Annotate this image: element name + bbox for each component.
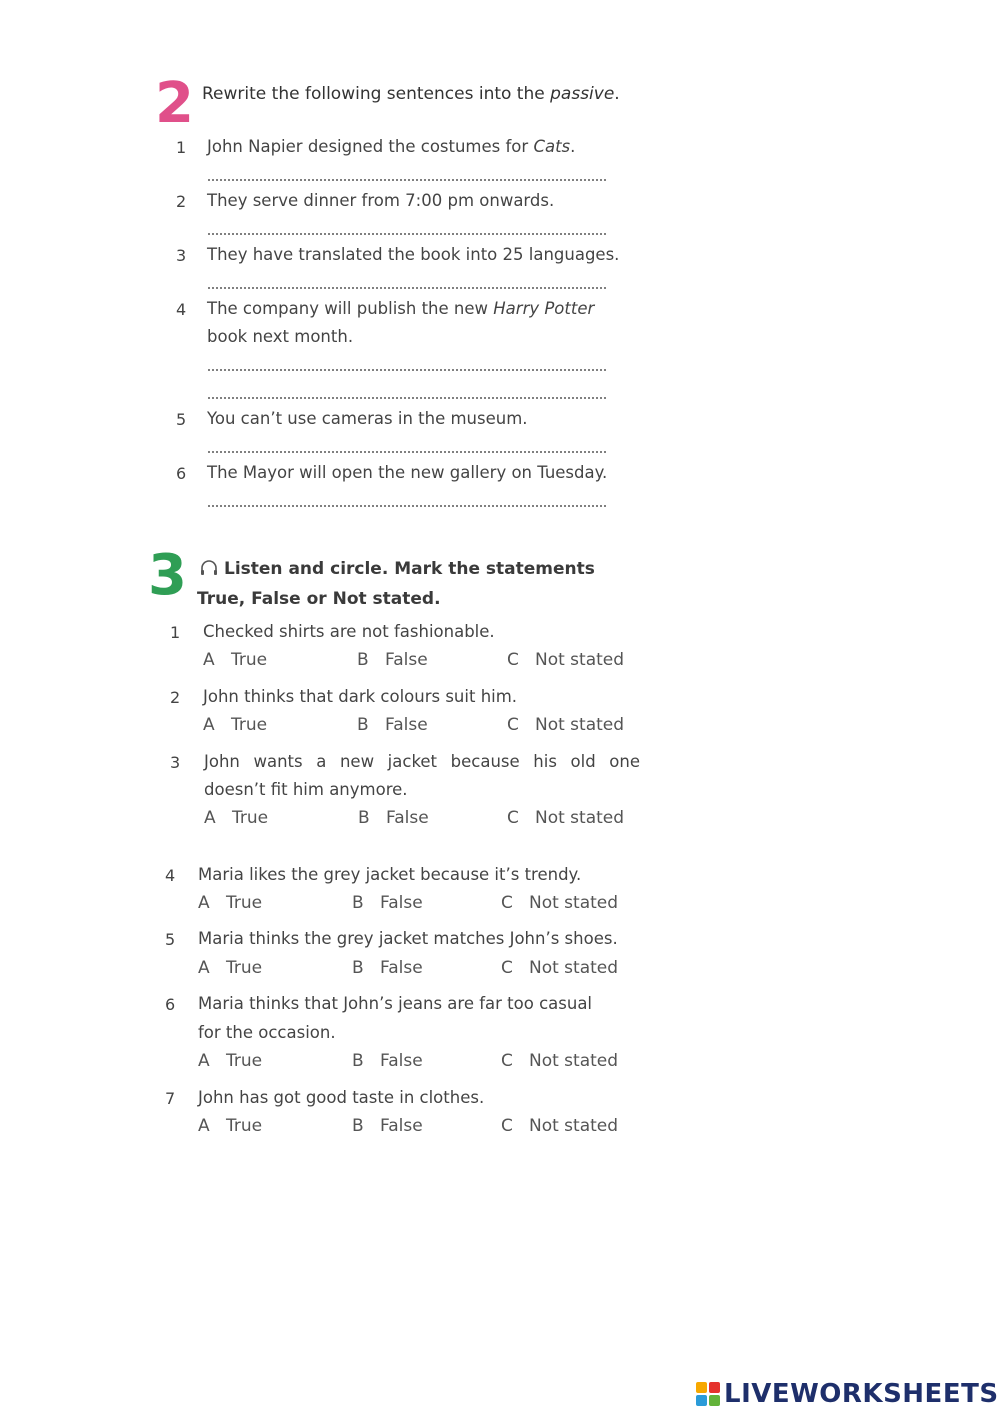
option-letter: A [198,1116,210,1136]
option-label: Not stated [529,958,619,978]
option-not-stated[interactable] [507,808,624,828]
option-letter: A [203,715,215,735]
option-letter: B [352,1051,364,1071]
option-letter: C [501,958,513,978]
answer-line[interactable] [207,451,607,453]
question-text-part: . [570,137,576,156]
option-label: False [380,958,423,978]
option-label: True [226,893,263,913]
option-not-stated[interactable] [501,893,618,913]
answer-line[interactable] [207,369,607,371]
option-true[interactable] [198,1116,262,1136]
question-text: They serve dinner from 7:00 pm onwards. [207,191,555,210]
option-letter: A [198,958,210,978]
question-text [207,295,594,322]
logo-text: LIVEWORKSHEETS [724,1379,999,1409]
exercise-2-number: 2 [155,71,194,136]
question-number: 5 [165,930,176,949]
option-label: True [232,808,269,828]
option-false[interactable] [352,958,423,978]
option-false[interactable] [357,650,428,670]
option-letter: A [203,650,215,670]
logo-square [696,1395,707,1406]
option-label: True [231,715,268,735]
question-text-line2: doesn’t fit him anymore. [204,780,408,799]
answer-line[interactable] [207,397,607,399]
logo-mark-icon [696,1382,720,1406]
option-false[interactable] [357,715,428,735]
option-not-stated[interactable] [501,1051,618,1071]
question-number: 4 [165,866,176,885]
option-not-stated[interactable] [507,650,624,670]
option-letter: A [204,808,216,828]
answer-line[interactable] [207,287,607,289]
option-letter: B [352,958,364,978]
instruction-line1: Listen and circle. Mark the statements [224,559,595,579]
question-text: They have translated the book into 25 languages. [207,245,620,264]
option-label: Not stated [529,893,619,913]
question-title-italic: Harry Potter [493,299,595,318]
question-text-line2: book next month. [207,327,354,346]
question-text: Maria likes the grey jacket because it’s trendy. [198,865,582,884]
question-title-italic: Cats [533,137,571,156]
question-text: John wants a new jacket because his old one [204,752,640,771]
option-letter: B [352,893,364,913]
question-text: Maria thinks that John’s jeans are far too casual [198,994,593,1013]
exercise-3-instruction [200,559,595,579]
question-text: Checked shirts are not fashionable. [203,622,495,641]
option-label: True [226,1051,263,1071]
option-true[interactable] [204,808,268,828]
option-false[interactable] [358,808,429,828]
option-true[interactable] [203,715,267,735]
option-letter: B [357,650,369,670]
option-letter: C [507,715,519,735]
option-letter: B [358,808,370,828]
question-number: 3 [170,753,181,772]
option-false[interactable] [352,1116,423,1136]
option-letter: A [198,1051,210,1071]
option-letter: B [352,1116,364,1136]
question-text-part: The company will publish the new [207,299,494,318]
liveworksheets-logo [696,1379,999,1409]
option-not-stated[interactable] [501,958,618,978]
option-letter: C [501,1116,513,1136]
question-number: 6 [165,995,176,1014]
option-label: False [380,893,423,913]
option-false[interactable] [352,893,423,913]
exercise-3-number: 3 [148,543,187,608]
question-number: 2 [170,688,181,707]
logo-square [696,1382,707,1393]
headphones-icon [200,560,218,576]
option-true[interactable] [198,893,262,913]
option-letter: B [357,715,369,735]
option-label: Not stated [535,715,625,735]
question-text-line2: for the occasion. [198,1023,336,1042]
question-text: John has got good taste in clothes. [198,1088,485,1107]
question-text: You can’t use cameras in the museum. [207,409,528,428]
option-label: Not stated [529,1116,619,1136]
option-label: True [226,1116,263,1136]
question-number: 2 [176,192,187,211]
question-number: 1 [176,138,187,157]
option-letter: C [501,893,513,913]
answer-line[interactable] [207,505,607,507]
option-letter: C [507,808,519,828]
instruction-line2: True, False or Not stated. [197,589,441,609]
question-text: Maria thinks the grey jacket matches John’s shoes. [198,929,618,948]
option-label: Not stated [535,650,625,670]
option-label: False [386,808,429,828]
question-number: 1 [170,623,181,642]
question-text: John thinks that dark colours suit him. [203,687,518,706]
option-label: True [226,958,263,978]
answer-line[interactable] [207,179,607,181]
question-number: 6 [176,464,187,483]
option-true[interactable] [198,1051,262,1071]
question-number: 4 [176,300,187,319]
option-label: False [380,1051,423,1071]
option-not-stated[interactable] [501,1116,618,1136]
option-label: Not stated [529,1051,619,1071]
logo-square [709,1395,720,1406]
option-letter: C [501,1051,513,1071]
question-number: 5 [176,410,187,429]
option-label: True [231,650,268,670]
instruction-emphasis: passive [550,84,615,104]
option-letter: A [198,893,210,913]
option-false[interactable] [352,1051,423,1071]
option-true[interactable] [198,958,262,978]
option-letter: C [507,650,519,670]
logo-square [709,1382,720,1393]
option-label: False [385,715,428,735]
question-number: 3 [176,246,187,265]
instruction-text: Rewrite the following sentences into the [202,84,551,104]
answer-line[interactable] [207,233,607,235]
question-number: 7 [165,1089,176,1108]
option-label: False [380,1116,423,1136]
option-label: False [385,650,428,670]
option-not-stated[interactable] [507,715,624,735]
option-true[interactable] [203,650,267,670]
option-label: Not stated [535,808,625,828]
question-text [207,133,575,160]
question-text-part: John Napier designed the costumes for [207,137,534,156]
exercise-2-instruction [202,84,620,104]
instruction-period: . [614,84,620,104]
question-text: The Mayor will open the new gallery on Tuesday. [207,463,608,482]
